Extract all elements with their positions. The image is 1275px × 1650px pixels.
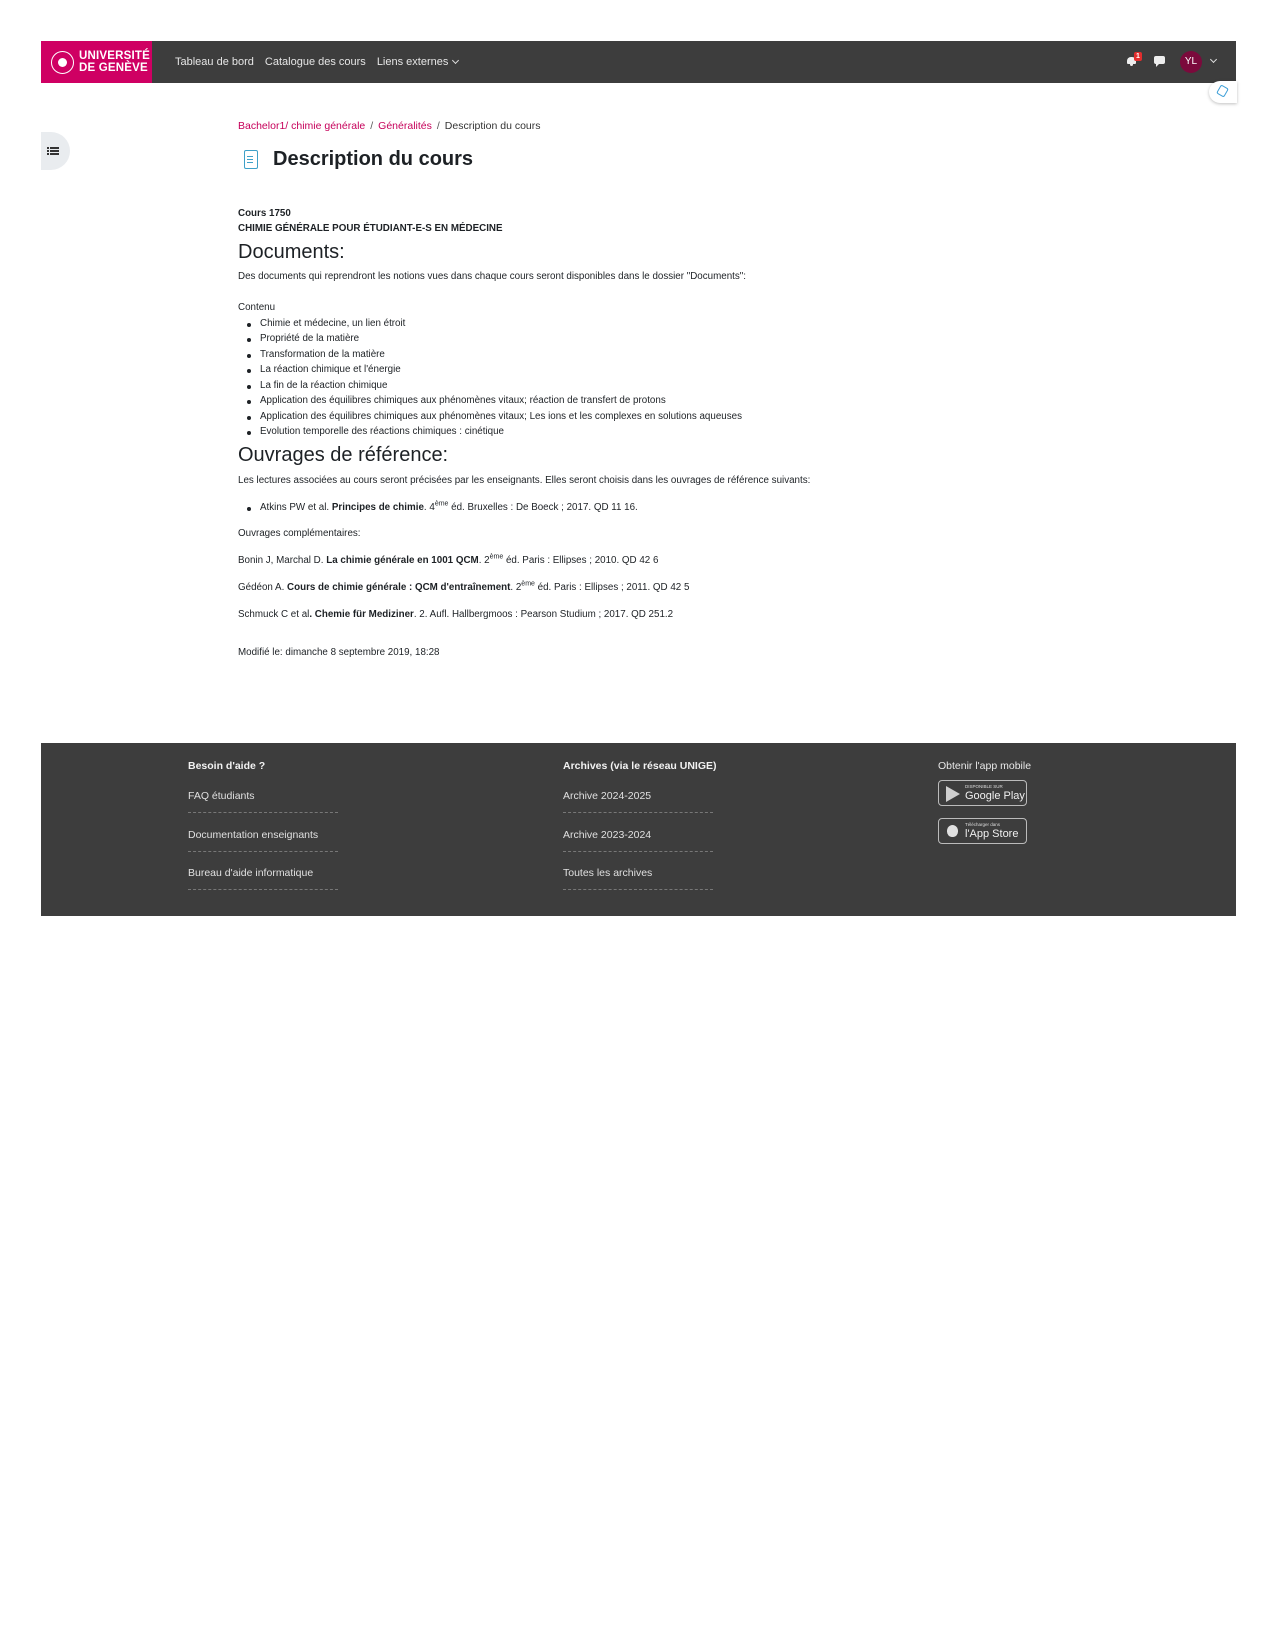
list-item: Transformation de la matière (260, 349, 385, 360)
university-logo[interactable] (41, 41, 152, 83)
cube-icon (1216, 84, 1229, 97)
notification-count-badge: 1 (1134, 52, 1142, 61)
footer-link-teacher-docs[interactable]: Documentation enseignants (188, 829, 338, 852)
last-modified: Modifié le: dimanche 8 septembre 2019, 18:28 (238, 647, 440, 658)
main-content (238, 120, 1138, 658)
footer-app-heading: Obtenir l'app mobile (938, 760, 1032, 772)
google-play-icon (946, 786, 960, 802)
page-title: Description du cours (273, 148, 474, 170)
course-code: Cours 1750 (238, 208, 291, 219)
documents-heading: Documents: (238, 241, 345, 263)
nav-link-external-links[interactable] (377, 56, 459, 68)
breadcrumb-separator: / (436, 120, 440, 132)
breadcrumb-link-course[interactable]: Bachelor1/ chimie générale (238, 120, 366, 132)
reference-item: Gédéon A. Cours de chimie générale : QCM d'entraînement. 2ème éd. Paris : Ellipses ; 2011. QD 42 5 (238, 580, 690, 593)
top-navbar (41, 41, 1236, 83)
footer-app-column (938, 760, 1032, 840)
university-seal-icon (51, 51, 74, 74)
reference-item: Bonin J, Marchal D. La chimie générale en 1001 QCM. 2ème éd. Paris : Ellipses ; 2010. QD 42 6 (238, 553, 659, 566)
nav-link-course-catalog[interactable]: Catalogue des cours (264, 56, 366, 68)
app-store-button[interactable]: Télécharger dans l'App Store (938, 818, 1027, 844)
google-play-button[interactable]: DISPONIBLE SUR Google Play (938, 780, 1027, 806)
nav-link-dashboard[interactable]: Tableau de bord (175, 56, 254, 68)
course-index-toggle-button[interactable] (41, 132, 70, 170)
brand-line-2: DE GENÈVE (79, 62, 148, 74)
breadcrumb-current: Description du cours (444, 120, 541, 132)
ouvrages-heading: Ouvrages de référence: (238, 444, 449, 466)
footer-link-faq[interactable]: FAQ étudiants (188, 790, 338, 813)
list-item: Application des équilibres chimiques aux phénomènes vitaux; réaction de transfert de protons (260, 395, 666, 406)
complementaires-label: Ouvrages complémentaires: (238, 528, 361, 539)
ouvrages-intro: Les lectures associées au cours seront précisées par les enseignants. Elles seront choisis dans les ouvrages de référence suivants: (238, 475, 811, 486)
footer-link-archive-2023[interactable]: Archive 2023-2024 (563, 829, 713, 852)
footer-link-archive-2024[interactable]: Archive 2024-2025 (563, 790, 713, 813)
reference-item: Schmuck C et al. Chemie für Mediziner. 2. Aufl. Hallbergmoos : Pearson Studium ; 2017. QD 251.2 (238, 609, 674, 620)
footer-archives-column (563, 760, 717, 879)
breadcrumb (238, 120, 1138, 132)
reference-item-main: Atkins PW et al. Principes de chimie. 4ème éd. Bruxelles : De Boeck ; 2017. QD 11 16. (260, 500, 638, 513)
list-item: La fin de la réaction chimique (260, 380, 388, 391)
list-item: Evolution temporelle des réactions chimiques : cinétique (260, 426, 504, 437)
breadcrumb-separator: / (370, 120, 374, 132)
reference-title: Principes de chimie (331, 502, 424, 513)
breadcrumb-link-section[interactable]: Généralités (378, 120, 432, 132)
reference-title: Cours de chimie générale : QCM d'entraînement (287, 582, 511, 593)
reference-title: . Chemie für Mediziner (309, 609, 414, 620)
list-item: Chimie et médecine, un lien étroit (260, 318, 406, 329)
messages-icon[interactable] (1154, 56, 1165, 64)
list-item: Application des équilibres chimiques aux phénomènes vitaux; Les ions et les complexes en solutions aqueuses (260, 411, 742, 422)
chevron-down-icon (452, 57, 459, 64)
apple-icon (947, 825, 958, 837)
page-document-icon (244, 150, 258, 169)
brand-line-1: UNIVERSITÉ (79, 50, 151, 62)
course-name: CHIMIE GÉNÉRALE POUR ÉTUDIANT-E-S EN MÉDECINE (238, 223, 503, 234)
contenu-label: Contenu (238, 302, 276, 313)
footer-help-heading: Besoin d'aide ? (188, 760, 266, 772)
page-footer (41, 743, 1236, 916)
primary-navigation (175, 41, 469, 83)
footer-link-all-archives[interactable]: Toutes les archives (563, 867, 713, 890)
external-links-label: Liens externes (376, 56, 449, 68)
block-drawer-toggle-button[interactable] (1209, 81, 1237, 103)
list-item: Propriété de la matière (260, 333, 360, 344)
documents-intro: Des documents qui reprendront les notions vues dans chaque cours seront disponibles dans le dossier "Documents": (238, 271, 746, 282)
list-item: La réaction chimique et l'énergie (260, 364, 401, 375)
footer-link-it-helpdesk[interactable]: Bureau d'aide informatique (188, 867, 338, 890)
footer-archives-heading: Archives (via le réseau UNIGE) (563, 760, 717, 772)
footer-help-column (188, 760, 319, 879)
user-avatar[interactable]: YL (1180, 51, 1202, 73)
reference-title: La chimie générale en 1001 QCM (326, 555, 479, 566)
user-menu-chevron-icon[interactable] (1210, 56, 1217, 63)
